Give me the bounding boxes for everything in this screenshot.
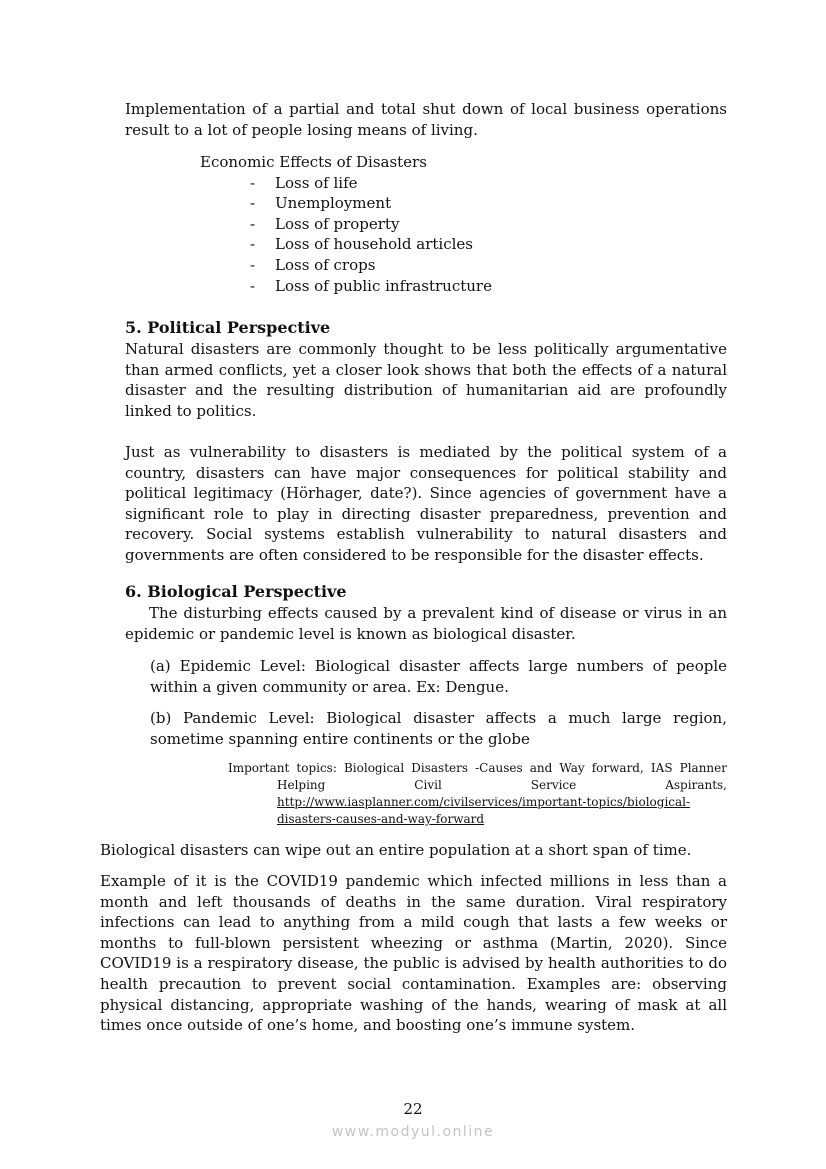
list-item-text: Loss of public infrastructure <box>275 276 492 295</box>
political-paragraph-2: Just as vulnerability to disasters is mediated by the political system of a country, disasters can have major consequences for political stability and political legitimacy (Hörhager, date?). Since agencies of government have a significant role to play in directing disaster preparedness, prevention and recovery. Social systems establish vulnerability to natural disasters and governments are often considered to be responsible for the disaster effects. <box>125 443 727 564</box>
covid-paragraph: Example of it is the COVID19 pandemic which infected millions in less than a month and left thousands of deaths in the same duration. Viral respiratory infections can lead to anything from a mild cough that lasts a few weeks or months to full-blown persistent wheezing or asthma (Martin, 2020). Since COVID19 is a respiratory disease, the public is advised by health authorities to do health precaution to prevent social contamination. Examples are: observing physical distancing, appropriate washing of the hands, wearing of mask at all times once outside of one’s home, and boosting one’s immune system. <box>100 872 727 1035</box>
list-item <box>250 234 492 255</box>
political-perspective-heading: 5. Political Perspective <box>125 318 331 337</box>
list-item <box>250 193 492 214</box>
reference-continuation <box>228 777 727 828</box>
reference-line-1: Important topics: Biological Disasters -Causes and Way forward, IAS Planner <box>228 761 727 775</box>
reference-line-2: Helping Civil Service Aspirants, <box>277 778 727 792</box>
bullet-dash: - <box>250 173 256 192</box>
list-item-text: Loss of crops <box>275 255 376 274</box>
page-number: 22 <box>403 1100 423 1118</box>
list-item-text: Unemployment <box>275 194 392 213</box>
bullet-dash: - <box>250 214 256 233</box>
bullet-dash: - <box>250 194 256 213</box>
list-item <box>250 173 492 194</box>
intro-paragraph: Implementation of a partial and total shut down of local business operations result to a lot of people losing means of living. <box>125 100 727 139</box>
bullet-dash: - <box>250 276 256 295</box>
political-paragraph-1: Natural disasters are commonly thought to be less politically argumentative than armed conflicts, yet a closer look shows that both the effects of a natural disaster and the resulting distribution of humanitarian aid are profoundly linked to politics. <box>125 340 727 420</box>
economic-effects-list <box>250 173 492 297</box>
epidemic-level-item: (a) Epidemic Level: Biological disaster affects large numbers of people within a given community or area. Ex: Dengue. <box>150 657 727 696</box>
list-item-text: Loss of household articles <box>275 235 474 254</box>
pandemic-level-item: (b) Pandemic Level: Biological disaster affects a much large region, sometime spanning entire continents or the globe <box>150 709 727 748</box>
reference-citation <box>228 760 727 828</box>
list-item <box>250 255 492 276</box>
watermark: www.modyul.online <box>331 1124 495 1140</box>
bullet-dash: - <box>250 235 256 254</box>
list-item-text: Loss of property <box>275 214 400 233</box>
list-item <box>250 276 492 297</box>
reference-link[interactable]: http://www.iasplanner.com/civilservices/important-topics/biological-disasters-causes-and-way-forward <box>277 795 691 826</box>
economic-effects-title: Economic Effects of Disasters <box>200 153 427 171</box>
biological-paragraph-2: Biological disasters can wipe out an entire population at a short span of time. <box>100 841 692 859</box>
list-item <box>250 214 492 235</box>
bullet-dash: - <box>250 255 256 274</box>
biological-perspective-heading: 6. Biological Perspective <box>125 582 347 601</box>
list-item-text: Loss of life <box>275 173 358 192</box>
biological-paragraph-1: The disturbing effects caused by a prevalent kind of disease or virus in an epidemic or pandemic level is known as biological disaster. <box>125 604 727 643</box>
